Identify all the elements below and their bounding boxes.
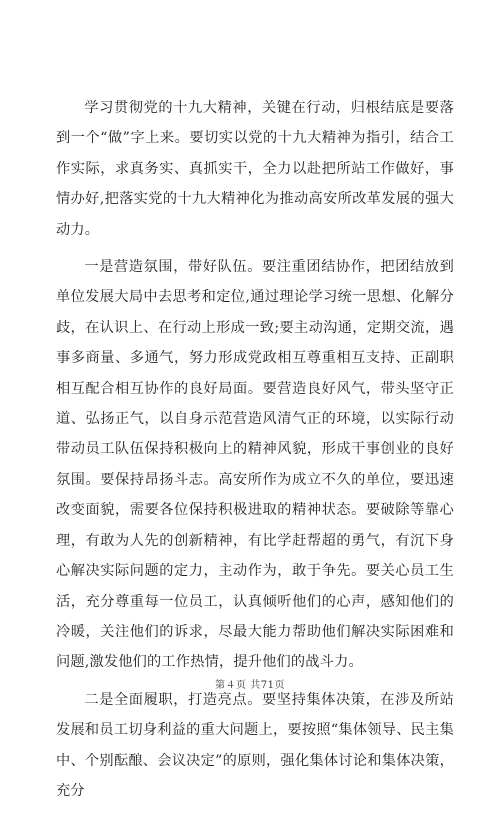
document-body bbox=[56, 93, 454, 813]
paragraph-intro: 学习贯彻党的十九大精神，关键在行动，归根结底是要落到一个“做”字上来。要切实以党的十九大精神为指引，结合工作实际，求真务实、真抓实干，全力以赴把所站工作做好，事情办好,把落实党的十九大精神化为推动高安所改革发展的强大动力。 bbox=[56, 100, 454, 238]
paragraph-section-one: 一是营造氛围，带好队伍。要注重团结协作，把团结放到单位发展大局中去思考和定位,通过理论学习统一思想、化解分歧，在认识上、在行动上形成一致;要主动沟通，定期交流，遇事多商量、多通气，努力形成党政相互尊重相互支持、正副职相互配合相互协作的良好局面。要营造良好风气，带头坚守正道、弘扬正气，以自身示范营造风清气正的环境，以实际行动带动员工队伍保持积极向上的精神风貌，形成干事创业的良好氛围。要保持昂扬斗志。高安所作为成立不久的单位，要迅速改变面貌，需要各位保持积极进取的精神状态。要破除等靠心理，有敢为人先的创新精神，有比学赶帮超的勇气，有沉下身心解决实际问题的定力，主动作为，敢于争先。要关心员工生活，充分尊重每一位员工，认真倾听他们的心声，感知他们的冷暖，关注他们的诉求，尽最大能力帮助他们解决实际困难和问题,激发他们的工作热情，提升他们的战斗力。 bbox=[56, 259, 454, 671]
page-footer: 第４页 共71页 bbox=[215, 680, 285, 691]
paragraph-section-two: 二是全面履职，打造亮点。要坚持集体决策，在涉及所站发展和员工切身利益的重大问题上，要按照“集体领导、民主集中、个别酝酿、会议决定”的原则，强化集体讨论和集体决策，充分 bbox=[56, 691, 454, 799]
